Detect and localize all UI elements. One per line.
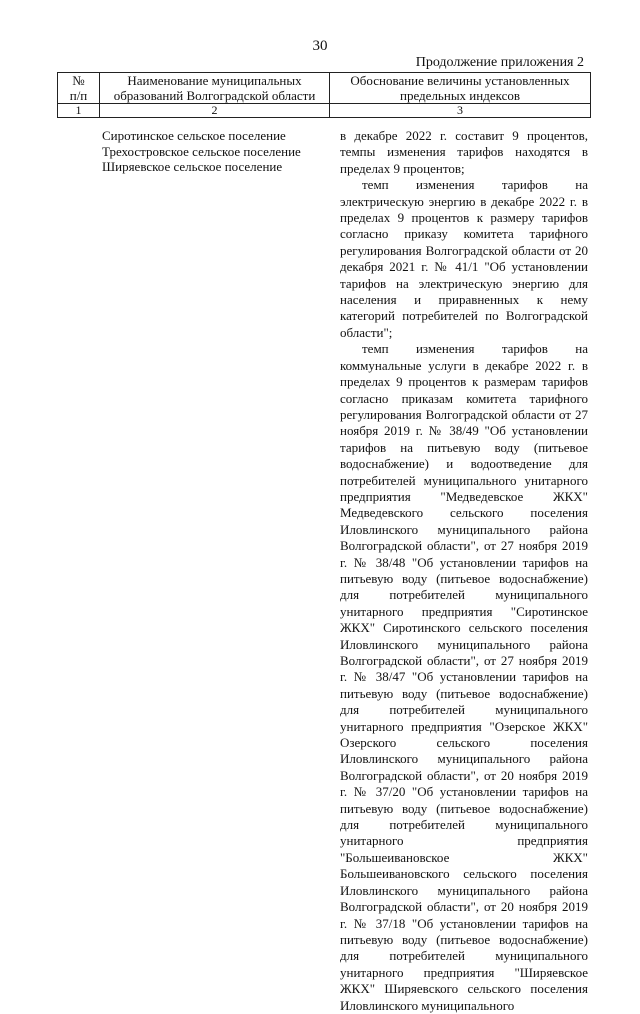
justification-paragraph: темп изменения тарифов на коммунальные услуги в декабре 2022 г. в пределах 9 процентов к размерам тарифов согласно приказам комитета тарифного регулирования Волгоградской области от 27 ноября 2019 г. № 38/49 "Об установлении тарифов на питьевую воду (питьевое водоснабжение) и водоотведение для потребителей муниципального унитарного предприятия "Медведевское ЖКХ" Медведевского сельского поселения Иловлинского муниципального района Волгоградской области", от 27 ноября 2019 г. № 38/48 "Об установлении тарифов на питьевую воду (питьевое водоснабжение) для потребителей муниципального унитарного предприятия "Сиротинское ЖКХ" Сиротинского сельского поселения Иловлинского муниципального района Волгоградской области", от 27 ноября 2019 г. № 38/47 "Об установлении тарифов на питьевую воду (питьевое водоснабжение) для потребителей муниципального унитарного предприятия "Озерское ЖКХ" Озерского сельского поселения Иловлинского муниципального района Волгоградской области", от 20 ноября 2019 г. № 37/20 "Об установлении тарифов на питьевую воду (питьевое водоснабжение) для потребителей муниципального унитарного предприятия "Большеивановское ЖКХ" Большеивановского сельского поселения Иловлинского муниципального района Волгоградской области", от 20 ноября 2019 г. № 37/18 "Об установлении тарифов на питьевую воду (питьевое водоснабжение) для потребителей муниципального унитарного предприятия "Ширяевское ЖКХ" Ширяевского сельского поселения Иловлинского муниципального (340, 341, 588, 1013)
municipality-list (102, 128, 322, 175)
header-justification-line2: предельных индексов (400, 88, 520, 103)
header-number-line2: п/п (69, 88, 88, 103)
justification-paragraph: темп изменения тарифов на электрическую энергию в декабре 2022 г. в пределах 9 процентов к размеру тарифов согласно приказу комитета тарифного регулирования Волгоградской области от 20 декабря 2021 г. № 41/1 "Об установлении тарифов на электрическую энергию для населения и приравненных к нему категорий потребителей по Волгоградской области"; (340, 177, 588, 340)
column-number-3: 3 (330, 104, 591, 118)
list-item: Ширяевское сельское поселение (102, 159, 283, 174)
column-number-1: 1 (58, 104, 100, 118)
justification-paragraph: в декабре 2022 г. составит 9 процентов, темпы изменения тарифов находятся в пределах 9 процентов; (340, 128, 588, 176)
header-justification-line1: Обоснование величины установленных (350, 73, 570, 88)
column-number-row (58, 104, 591, 118)
header-municipality-line1: Наименование муниципальных (127, 73, 302, 88)
appendix-continuation-note: Продолжение приложения 2 (415, 55, 584, 70)
justification-text (340, 128, 588, 1014)
header-municipality-line2: образований Волгоградской области (113, 88, 316, 103)
header-cell-municipality (100, 73, 330, 104)
column-number-2: 2 (100, 104, 330, 118)
header-cell-justification (330, 73, 591, 104)
header-cell-number (58, 73, 100, 104)
list-item: Трехостровское сельское поселение (102, 143, 301, 159)
page-number: 30 (312, 38, 328, 54)
table-header-row (58, 73, 591, 104)
table-header (57, 72, 591, 118)
header-number-line1: № (72, 73, 85, 88)
list-item: Сиротинское сельское поселение (102, 128, 286, 143)
